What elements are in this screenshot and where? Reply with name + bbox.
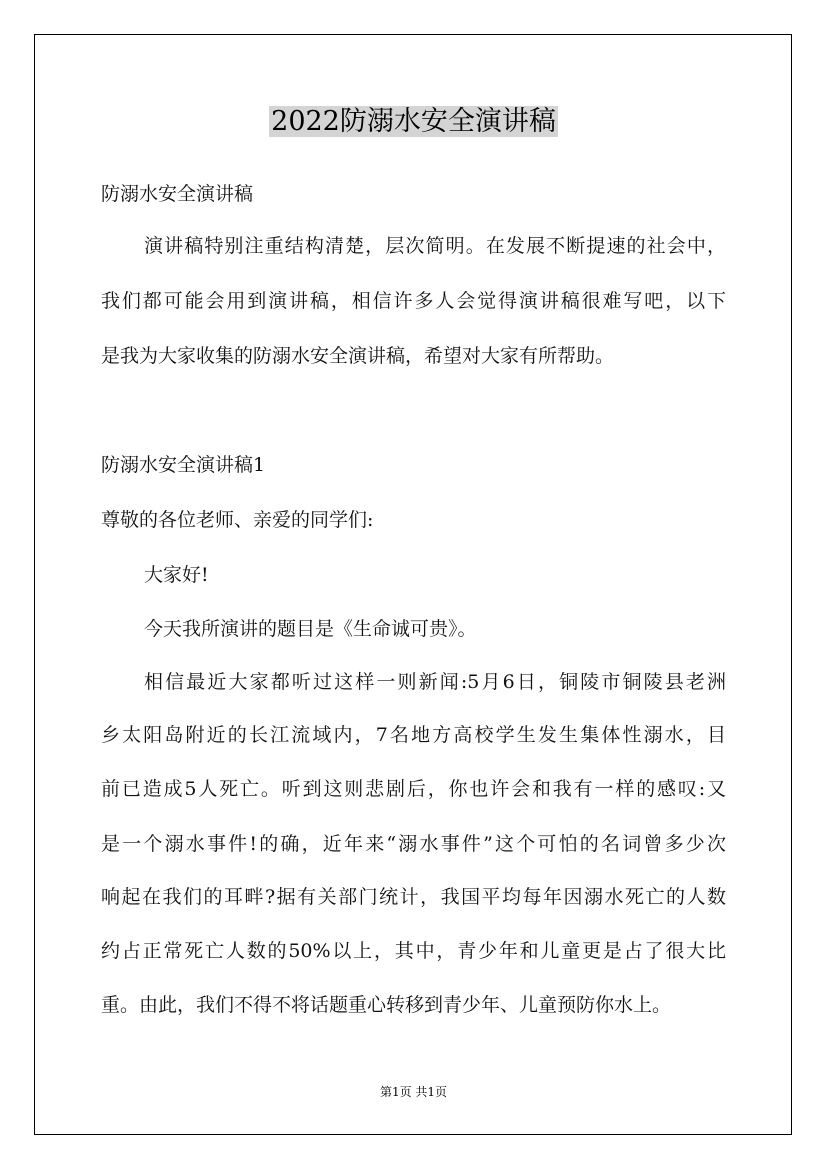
body-line-3: 前已造成5人死亡。听到这则悲剧后，你也许会和我有一样的感叹:又 [101,778,726,800]
intro-line-3: 是我为大家收集的防溺水安全演讲稿，希望对大家有所帮助。 [101,345,615,367]
body-line-7: 重。由此，我们不得不将话题重心转移到青少年、儿童预防你水上。 [101,994,672,1016]
greeting: 大家好! [144,564,209,586]
body-line-2: 乡太阳岛附近的长江流域内，7名地方高校学生发生集体性溺水，目 [101,724,726,746]
page-footer: 第1页 共1页 [379,1085,448,1099]
salutation: 尊敬的各位老师、亲爱的同学们: [101,509,374,531]
intro-line-2: 我们都可能会用到演讲稿，相信许多人会觉得演讲稿很难写吧，以下 [101,290,726,312]
body-line-1: 相信最近大家都听过这样一则新闻:5月6日，铜陵市铜陵县老洲 [144,671,726,693]
document-title-text: 2022防溺水安全演讲稿 [271,106,556,137]
topic-line: 今天我所演讲的题目是《生命诚可贵》。 [144,618,477,640]
section-heading: 防溺水安全演讲稿1 [101,454,266,476]
body-line-6: 约占正常死亡人数的50%以上，其中，青少年和儿童更是占了很大比 [101,940,726,962]
intro-line-1: 演讲稿特别注重结构清楚，层次简明。在发展不断提速的社会中， [144,235,726,257]
subtitle: 防溺水安全演讲稿 [101,183,254,205]
body-line-4: 是一个溺水事件!的确，近年来“溺水事件”这个可怕的名词曾多少次 [101,833,726,855]
body-line-5: 响起在我们的耳畔?据有关部门统计，我国平均每年因溺水死亡的人数 [101,886,726,908]
document-title [0,100,827,144]
